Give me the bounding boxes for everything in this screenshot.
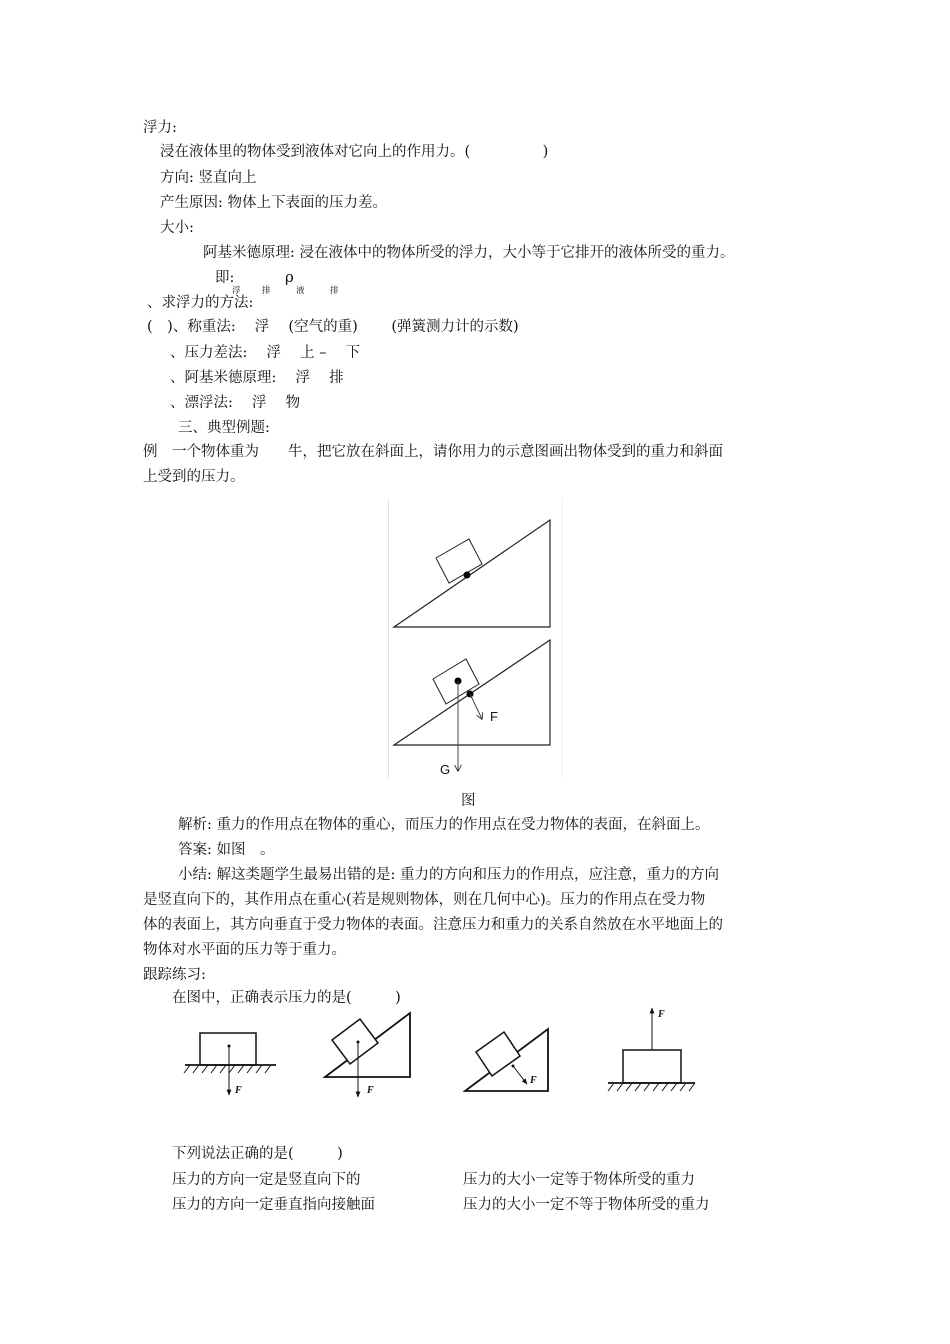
buoyancy-definition: 浸在液体里的物体受到液体对它向上的作用力。( ) bbox=[160, 144, 549, 160]
option-b: 压力的大小一定等于物体所受的重力 bbox=[463, 1172, 695, 1188]
formula-sub-pai: 排 bbox=[262, 286, 271, 296]
formula-sub-pai-2: 排 bbox=[330, 286, 339, 296]
incline-figure bbox=[388, 498, 564, 778]
pressure-arrow bbox=[470, 694, 482, 719]
summary-line-1: 小结: 解这类题学生最易出错的是: 重力的方向和压力的作用点，应注意，重力的方向 bbox=[178, 867, 719, 883]
svg-text:F: F bbox=[658, 1009, 665, 1020]
summary-line-3: 体的表面上，其方向垂直于受力物体的表面。注意压力和重力的关系自然放在水平地面上的 bbox=[143, 917, 723, 933]
svg-text:F: F bbox=[530, 1075, 537, 1086]
question-1: 在图中，正确表示压力的是( ) bbox=[172, 990, 401, 1006]
contact-point-dot bbox=[464, 572, 471, 579]
option-a: 压力的方向一定是竖直向下的 bbox=[172, 1172, 361, 1188]
incline-bottom bbox=[394, 640, 550, 771]
incline-top bbox=[394, 520, 550, 627]
option-diagram-2 bbox=[325, 1013, 410, 1097]
option-d: 压力的大小一定不等于物体所受的重力 bbox=[463, 1197, 710, 1213]
option-c: 压力的方向一定垂直指向接触面 bbox=[172, 1197, 375, 1213]
answer: 答案: 如图 。 bbox=[178, 842, 275, 858]
question-2: 下列说法正确的是( ) bbox=[172, 1146, 343, 1162]
label-g: G bbox=[440, 762, 451, 777]
svg-text:F: F bbox=[235, 1085, 242, 1096]
example-problem-line-2: 上受到的压力。 bbox=[143, 469, 245, 485]
label-f: F bbox=[490, 709, 498, 724]
method-archimedes: 、阿基米德原理: 浮 排 bbox=[170, 370, 344, 386]
practice-heading: 跟踪练习: bbox=[143, 967, 206, 983]
formula-label: 即: bbox=[215, 270, 235, 286]
formula-rho: ρ bbox=[285, 268, 294, 286]
summary-line-4: 物体对水平面的压力等于重力。 bbox=[143, 942, 346, 958]
archimedes-principle: 阿基米德原理: 浸在液体中的物体所受的浮力，大小等于它排开的液体所受的重力。 bbox=[203, 245, 735, 261]
methods-heading: 、求浮力的方法: bbox=[147, 295, 254, 311]
summary-line-2: 是竖直向下的，其作用点在重心(若是规则物体，则在几何中心)。压力的作用点在受力物 bbox=[143, 892, 706, 908]
buoyancy-direction: 方向: 竖直向上 bbox=[160, 170, 257, 186]
buoyancy-cause: 产生原因: 物体上下表面的压力差。 bbox=[160, 195, 387, 211]
option-diagram-4 bbox=[608, 1008, 695, 1091]
option-diagram-3 bbox=[465, 1029, 548, 1091]
method-weighing: ( )、称重法: 浮 (空气的重) (弹簧测力计的示数) bbox=[147, 319, 519, 335]
formula-sub-fu: 浮 bbox=[232, 286, 241, 296]
examples-heading: 三、典型例题: bbox=[178, 420, 270, 436]
pressure-options-figure bbox=[180, 1005, 710, 1100]
svg-text:F: F bbox=[367, 1085, 374, 1096]
example-problem-line-1: 例 一个物体重为 牛，把它放在斜面上，请你用力的示意图画出物体受到的重力和斜面 bbox=[143, 444, 723, 460]
option-diagram-1 bbox=[184, 1033, 276, 1096]
heading-buoyancy: 浮力: bbox=[143, 120, 177, 136]
analysis: 解析: 重力的作用点在物体的重心，而压力的作用点在受力物体的表面，在斜面上。 bbox=[178, 817, 710, 833]
buoyancy-magnitude: 大小: bbox=[160, 220, 194, 236]
method-pressure-difference: 、压力差法: 浮 上 – 下 bbox=[170, 345, 361, 361]
formula-sub-ye: 液 bbox=[296, 286, 305, 296]
figure-caption: 图 bbox=[461, 793, 476, 809]
method-floating: 、漂浮法: 浮 物 bbox=[170, 395, 301, 411]
